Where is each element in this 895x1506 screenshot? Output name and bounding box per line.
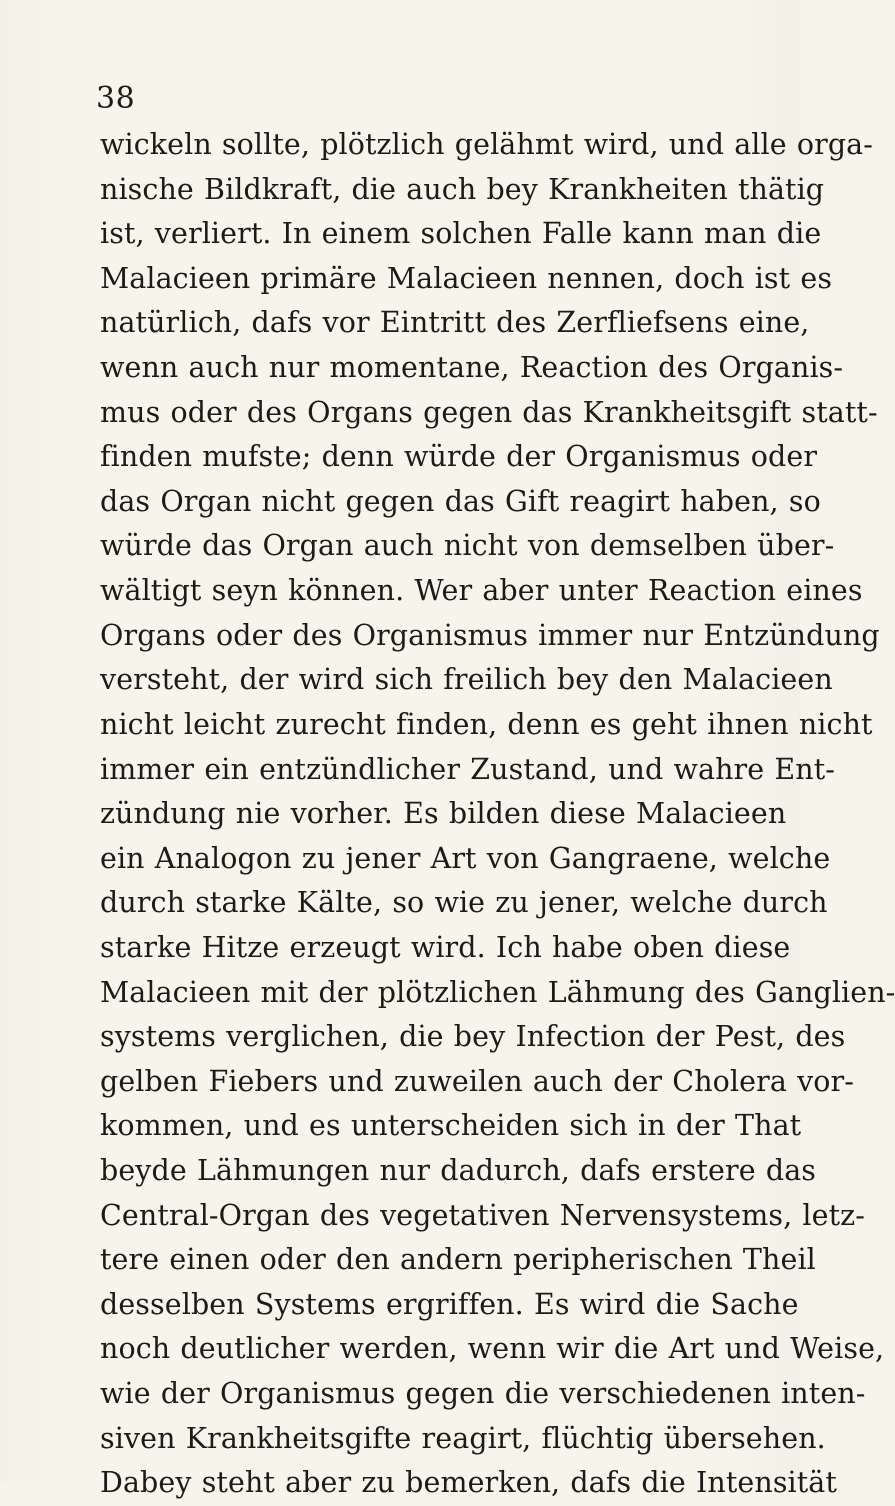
text-line: tere einen oder den andern peripherischen Theil (100, 1243, 816, 1277)
text-line: zündung nie vorher. Es bilden diese Malacieen (100, 797, 787, 831)
text-line: wie der Organismus gegen die verschiedenen inten- (100, 1377, 866, 1411)
text-line: finden mufste; denn würde der Organismus oder (100, 440, 818, 474)
text-line: Organs oder des Organismus immer nur Entzündung (100, 618, 880, 652)
text-line: nische Bildkraft, die auch bey Krankheiten thätig (100, 172, 825, 206)
text-line: desselben Systems ergriffen. Es wird die Sache (100, 1287, 799, 1321)
text-line: ein Analogon zu jener Art von Gangraene, welche (100, 841, 831, 875)
text-line: würde das Organ auch nicht von demselben über- (100, 529, 835, 563)
text-line: Dabey steht aber zu bemerken, dafs die Intensität (100, 1466, 837, 1500)
text-line: wickeln sollte, plötzlich gelähmt wird, und alle orga- (100, 128, 873, 161)
text-line: ist, verliert. In einem solchen Falle kann man die (100, 217, 822, 251)
text-line: nicht leicht zurecht finden, denn es geht ihnen nicht (100, 707, 873, 741)
text-line: natürlich, dafs vor Eintritt des Zerfliefsens eine, (100, 306, 810, 340)
text-line: wenn auch nur momentane, Reaction des Organis- (100, 351, 844, 385)
text-line: mus oder des Organs gegen das Krankheitsgift statt- (100, 395, 878, 429)
text-line: noch deutlicher werden, wenn wir die Art und Weise, (100, 1332, 885, 1366)
body-text (100, 123, 895, 1506)
text-line: Malacieen mit der plötzlichen Lähmung des Ganglien- (100, 975, 895, 1009)
text-line: Central-Organ des vegetativen Nervensystems, letz- (100, 1198, 866, 1232)
page-number: 38 (96, 81, 136, 116)
text-line: kommen, und es unterscheiden sich in der That (100, 1109, 802, 1143)
text-line: systems verglichen, die bey Infection der Pest, des (100, 1020, 846, 1054)
text-line: starke Hitze erzeugt wird. Ich habe oben diese (100, 930, 791, 964)
text-line: versteht, der wird sich freilich bey den Malacieen (100, 663, 833, 697)
text-line: Malacieen primäre Malacieen nennen, doch ist es (100, 261, 833, 295)
text-line: das Organ nicht gegen das Gift reagirt haben, so (100, 484, 821, 518)
text-line: durch starke Kälte, so wie zu jener, welche durch (100, 886, 828, 920)
text-line: gelben Fiebers und zuweilen auch der Cholera vor- (100, 1064, 854, 1098)
text-line: siven Krankheitsgifte reagirt, flüchtig übersehen. (100, 1421, 826, 1455)
text-line: beyde Lähmungen nur dadurch, dafs erstere das (100, 1154, 817, 1188)
text-line: immer ein entzündlicher Zustand, und wahre Ent- (100, 752, 836, 786)
text-line: wältigt seyn können. Wer aber unter Reaction eines (100, 574, 863, 608)
